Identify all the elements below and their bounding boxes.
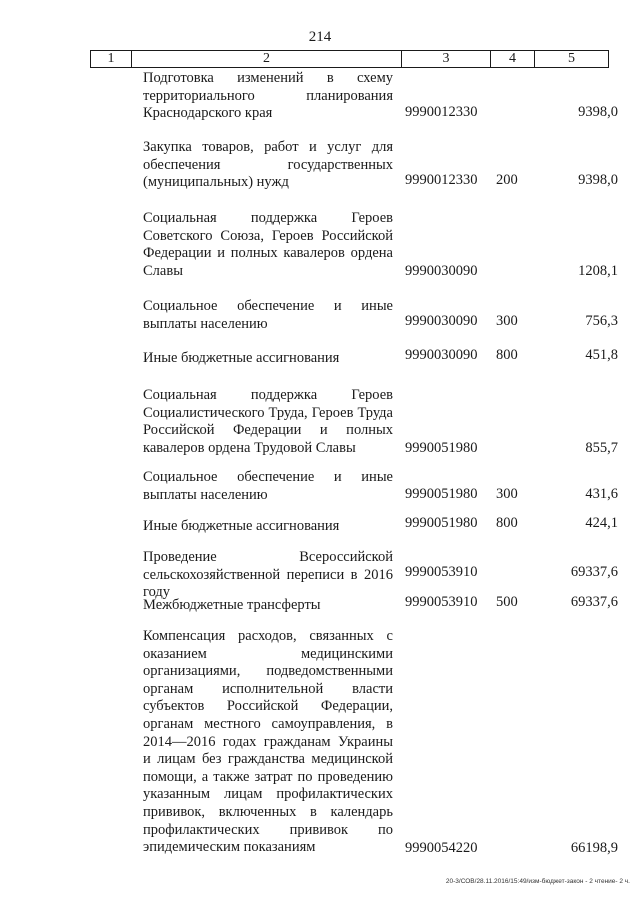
row-code: 9990053910 xyxy=(405,594,478,610)
header-col-5: 5 xyxy=(568,51,575,66)
row-sum: 69337,6 xyxy=(570,564,618,580)
row-kind: 300 xyxy=(496,486,518,502)
footer-stamp: 20-3/СОВ/28.11.2016/15:49/изм-бюджет-закон - 2 чтение- 2 ч. xyxy=(445,878,630,885)
row-code: 9990054220 xyxy=(405,840,478,856)
page-number: 214 xyxy=(308,29,332,45)
row-name: Межбюджетные трансферты xyxy=(143,597,321,613)
row-kind: 200 xyxy=(496,172,518,188)
header-col-4: 4 xyxy=(491,51,535,67)
row-code: 9990051980 xyxy=(405,515,478,531)
row-kind: 800 xyxy=(496,347,518,363)
row-code: 9990051980 xyxy=(405,486,478,502)
table-header xyxy=(90,50,609,68)
header-col-3: 3 xyxy=(402,51,491,67)
row-sum: 855,7 xyxy=(585,440,618,456)
row-sum: 451,8 xyxy=(585,347,618,363)
row-code: 9990030090 xyxy=(405,263,478,279)
row-name: Социальная поддержка Героев Социалистического Труда, Героев Труда Российской Федерации и полных кавалеров ордена Трудовой Славы xyxy=(143,387,393,456)
row-kind: 300 xyxy=(496,313,518,329)
row-name: Социальное обеспечение и иные выплаты населению xyxy=(143,469,393,503)
row-sum: 9398,0 xyxy=(578,172,618,188)
row-kind: 800 xyxy=(496,515,518,531)
row-name: Иные бюджетные ассигнования xyxy=(143,350,340,366)
row-sum: 9398,0 xyxy=(578,104,618,120)
row-code: 9990030090 xyxy=(405,313,478,329)
row-name: Социальная поддержка Героев Советского Союза, Героев Российской Федерации и полных кавалеров ордена Славы xyxy=(143,210,393,279)
row-code: 9990012330 xyxy=(405,104,478,120)
row-name: Компенсация расходов, связанных с оказанием медицинскими организациями, подведомственными органам исполнительной власти субъектов Российской Федерации, органам местного самоуправления, в 2014—2016 годах гражданам Украины и лицам без гражданства медицинской помощи, а также затрат по проведению указанным лицам профилактических прививок, включенных в календарь профилактических прививок по эпидемическим показаниям xyxy=(143,628,393,856)
header-col-2: 2 xyxy=(132,51,402,67)
row-kind: 500 xyxy=(496,594,518,610)
row-code: 9990053910 xyxy=(405,564,478,580)
row-sum: 1208,1 xyxy=(578,263,618,279)
row-sum: 424,1 xyxy=(585,515,618,531)
header-col-1: 1 xyxy=(91,51,132,67)
row-name: Иные бюджетные ассигнования xyxy=(143,518,340,534)
row-sum: 431,6 xyxy=(585,486,618,502)
row-name: Социальное обеспечение и иные выплаты населению xyxy=(143,298,393,332)
row-name: Закупка товаров, работ и услуг для обеспечения государственных (муниципальных) нужд xyxy=(143,139,393,191)
row-name: Проведение Всероссийской сельскохозяйственной переписи в 2016 году xyxy=(143,549,393,601)
row-name: Подготовка изменений в схему территориального планирования Краснодарского края xyxy=(143,70,393,122)
row-sum: 69337,6 xyxy=(570,594,618,610)
row-sum: 66198,9 xyxy=(570,840,618,856)
row-code: 9990030090 xyxy=(405,347,478,363)
row-sum: 756,3 xyxy=(585,313,618,329)
row-code: 9990012330 xyxy=(405,172,478,188)
row-code: 9990051980 xyxy=(405,440,478,456)
